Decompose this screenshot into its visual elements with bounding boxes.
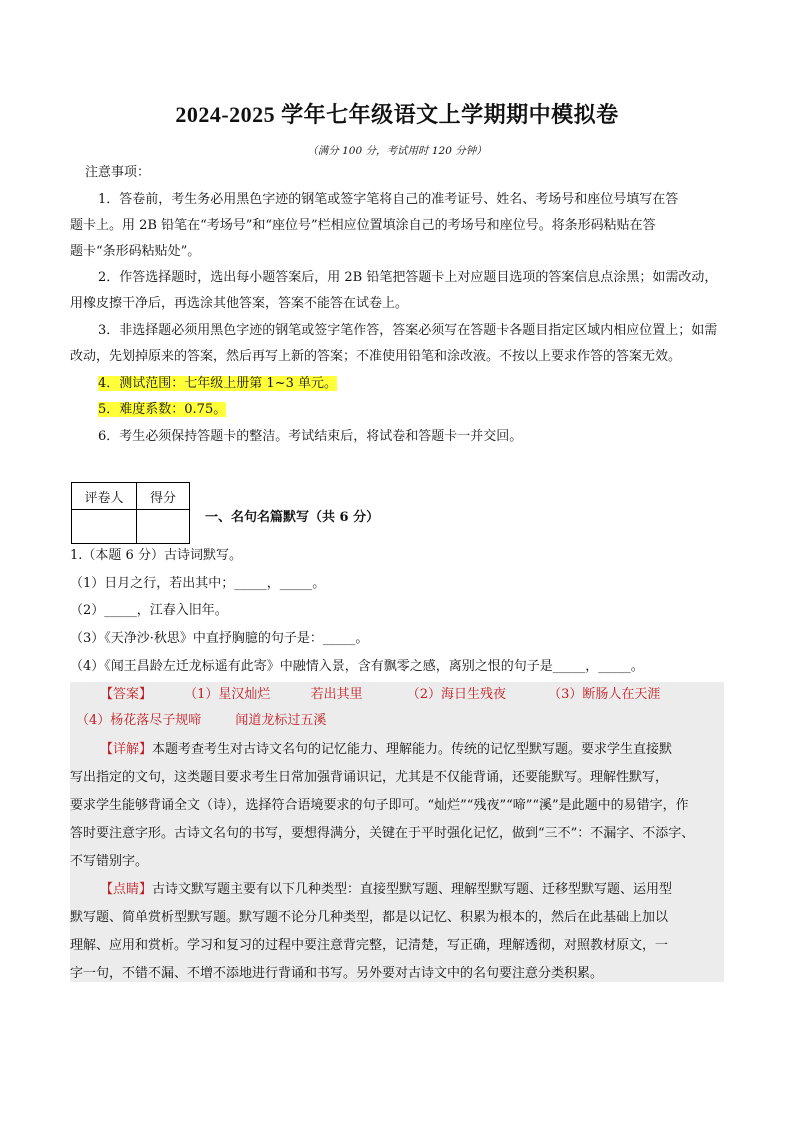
notice-line: 改动，先划掉原来的答案，然后再写上新的答案；不准使用铅笔和涂改液。不按以上要求作答的答案无效。: [70, 349, 682, 364]
question-item: （1）日月之行，若出其中；_____，_____。: [70, 576, 326, 591]
detail-line: 【详解】本题考查考生对古诗文名句的记忆能力、理解能力。传统的记忆型默写题。要求学生直接默: [100, 742, 673, 757]
detail-line: 答时要注意字形。古诗文名句的书写，要想得满分，关键在于平时强化记忆，做到“三不”：不漏字、不添字、: [70, 826, 695, 841]
notice-line: 用橡皮擦干净后，再选涂其他答案，答案不能答在试卷上。: [70, 296, 409, 311]
question-item: （3）《天净沙·秋思》中直抒胸臆的句子是：_____。: [70, 631, 369, 646]
notice-line: 题卡“条形码粘贴处”。: [70, 244, 201, 259]
answer-item: （3）断肠人在天涯: [548, 687, 661, 702]
answer-label: 【答案】: [100, 687, 153, 702]
answer-box: [70, 682, 724, 982]
answer-item: 闻道龙标过五溪: [235, 713, 327, 728]
answer-item: （1）星汉灿烂: [184, 687, 271, 702]
section-title: 一、名句名篇默写（共 6 分）: [205, 510, 380, 525]
tip-line: 默写题、简单赏析型默写题。默写题不论分几种类型，都是以记忆、积累为根本的，然后在此基础上加以: [70, 910, 669, 925]
notice-heading: 注意事项：: [85, 165, 151, 180]
detail-line: 要求学生能够背诵全文（诗），选择符合语境要求的句子即可。“灿烂”“残夜”“啼”“溪”是此题中的易错字，作: [70, 798, 689, 813]
notice-line: 1．答卷前，考生务必用黑色字迹的钢笔或签字笔将自己的准考证号、姓名、考场号和座位号填写在答: [98, 192, 679, 207]
notice-line: 6．考生必须保持答题卡的整洁。考试结束后，将试卷和答题卡一并交回。: [98, 429, 523, 444]
tip-line: 理解、应用和赏析。学习和复习的过程中要注意背完整，记清楚，写正确，理解透彻，对照教材原文，一: [70, 938, 669, 953]
answer-line-1: [100, 682, 660, 708]
detail-label: 【详解】: [100, 742, 153, 757]
grader-cell[interactable]: [72, 510, 137, 544]
question-stem: 1.（本题 6 分）古诗词默写。: [70, 548, 242, 563]
answer-item: （2）海日生残夜: [406, 687, 507, 702]
answer-item: 若出其里: [310, 687, 363, 702]
score-header: 得分: [137, 483, 190, 510]
notice-line: 3．非选择题必须用黑色字迹的钢笔或签字笔作答，答案必须写在答题卡各题目指定区域内相应位置上；如需: [98, 323, 718, 338]
tip-line: 【点睛】古诗文默写题主要有以下几种类型：直接型默写题、理解型默写题、迁移型默写题、运用型: [100, 882, 673, 897]
question-item: （4）《闻王昌龄左迁龙标遥有此寄》中融情入景，含有飘零之感，离别之恨的句子是_____，_____。: [70, 659, 644, 674]
score-table: [71, 482, 190, 544]
page-subtitle: （满分 100 分，考试用时 120 分钟）: [307, 145, 487, 157]
page-title: 2024-2025 学年七年级语文上学期期中模拟卷: [175, 102, 619, 127]
detail-line: 写出指定的文句，这类题目要求考生日常加强背诵识记，尤其是不仅能背诵，还要能默写。理解性默写，: [70, 770, 669, 785]
notice-line: 2．作答选择题时，选出每小题答案后，用 2B 铅笔把答题卡上对应题目选项的答案信息点涂黑；如需改动，: [98, 270, 718, 285]
grader-header: 评卷人: [72, 483, 137, 510]
notice-highlight-scope: 4．测试范围：七年级上册第 1~3 单元。: [98, 376, 337, 391]
answer-line-2: [76, 708, 326, 734]
question-item: （2）_____，江春入旧年。: [70, 603, 228, 618]
score-cell[interactable]: [137, 510, 190, 544]
tip-label: 【点睛】: [100, 882, 153, 897]
notice-line: 题卡上。用 2B 铅笔在“考场号”和“座位号”栏相应位置填涂自己的考场号和座位号。将条形码粘贴在答: [70, 218, 656, 233]
tip-line: 字一句，不错不漏、不增不添地进行背诵和书写。另外要对古诗文中的名句要注意分类积累。: [70, 966, 604, 981]
answer-item: （4）杨花落尽子规啼: [76, 713, 202, 728]
notice-highlight-difficulty: 5．难度系数：0.75。: [98, 402, 227, 417]
detail-line: 不写错别字。: [70, 854, 149, 869]
